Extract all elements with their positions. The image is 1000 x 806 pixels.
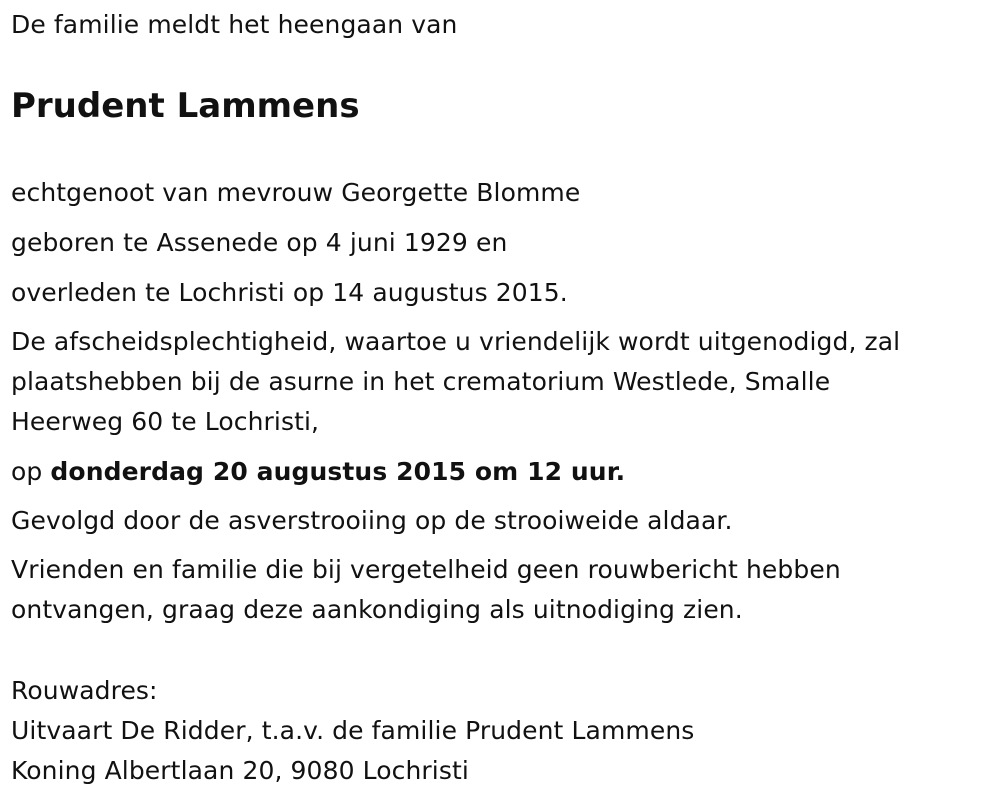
deceased-name: Prudent Lammens [11,86,360,126]
mourning-address-line: Uitvaart De Ridder, t.a.v. de familie Prudent Lammens [11,716,695,745]
invitation-line: ontvangen, graag deze aankondiging als uitnodiging zien. [11,595,743,624]
ceremony-date-line [11,452,625,492]
born-line: geboren te Assenede op 4 juni 1929 en [11,228,508,257]
mourning-address-line: Koning Albertlaan 20, 9080 Lochristi [11,756,469,785]
date-prefix: op [11,457,51,486]
intro-text: De familie meldt het heengaan van [11,10,458,39]
scattering-line: Gevolgd door de asverstrooiing op de strooiweide aldaar. [11,506,733,535]
spouse-line: echtgenoot van mevrouw Georgette Blomme [11,178,581,207]
ceremony-line: De afscheidsplechtigheid, waartoe u vriendelijk wordt uitgenodigd, zal [11,327,901,356]
ceremony-date: donderdag 20 augustus 2015 om 12 uur. [50,457,626,486]
invitation-line: Vrienden en familie die bij vergetelheid geen rouwbericht hebben [11,555,841,584]
ceremony-line: plaatshebben bij de asurne in het crematorium Westlede, Smalle [11,367,831,396]
ceremony-line: Heerweg 60 te Lochristi, [11,407,320,436]
died-line: overleden te Lochristi op 14 augustus 2015. [11,278,568,307]
mourning-address-label: Rouwadres: [11,676,158,705]
